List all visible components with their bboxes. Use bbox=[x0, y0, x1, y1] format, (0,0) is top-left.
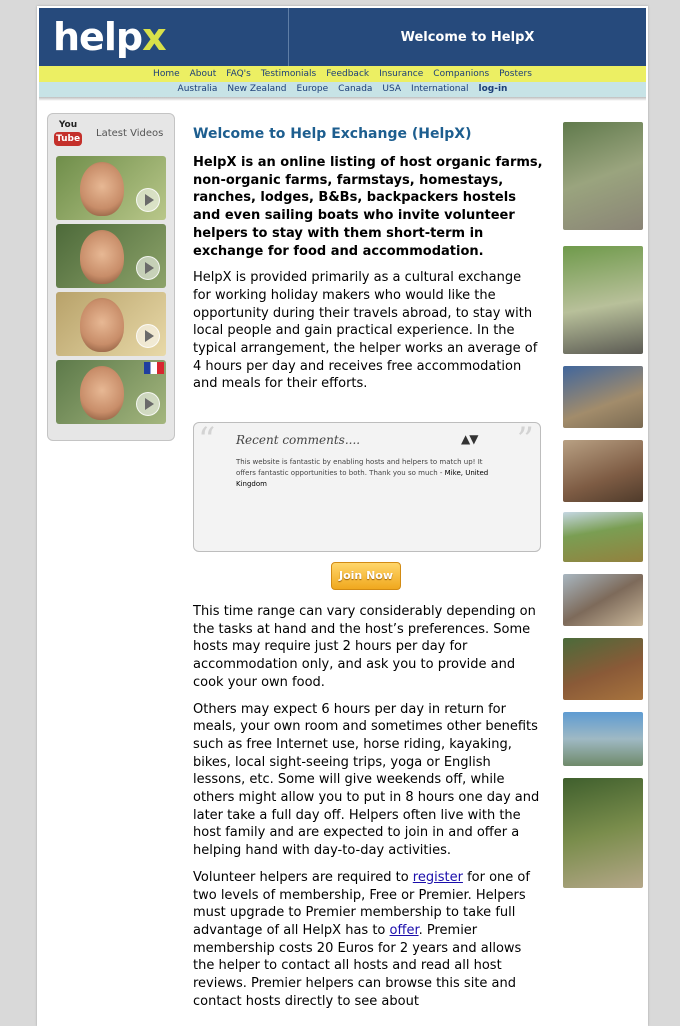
play-icon[interactable] bbox=[136, 392, 160, 416]
description-paragraph: This time range can vary considerably depending on the tasks at hand and the host’s preferences. Some hosts may require just 2 hours per day for accommodation only, and ask you to provide and cook your own food. bbox=[193, 604, 536, 690]
comment-author: Mike, United Kingdom bbox=[236, 469, 489, 488]
person-face bbox=[80, 162, 124, 216]
header-welcome-title: Welcome to HelpX bbox=[400, 30, 535, 45]
nav-insurance[interactable]: Insurance bbox=[379, 69, 424, 79]
nav-companions[interactable]: Companions bbox=[433, 69, 490, 79]
video-thumbnail[interactable] bbox=[56, 360, 166, 424]
france-flag-icon bbox=[144, 362, 164, 374]
page-title: Welcome to Help Exchange (HelpX) bbox=[193, 126, 472, 142]
photo-cows bbox=[563, 246, 643, 354]
helpx-logo[interactable]: helpx bbox=[53, 15, 166, 59]
photo-field bbox=[563, 512, 643, 562]
nav-international[interactable]: International bbox=[411, 84, 469, 94]
photo-garden bbox=[563, 778, 643, 888]
video-thumbnail[interactable] bbox=[56, 292, 166, 356]
main-content-continued bbox=[193, 603, 543, 1019]
person-face bbox=[80, 298, 124, 352]
recent-comments-title: Recent comments.... bbox=[236, 433, 361, 447]
open-quote-icon: “ bbox=[198, 420, 216, 460]
nav-posters[interactable]: Posters bbox=[499, 69, 532, 79]
offer-link[interactable]: offer bbox=[389, 922, 419, 938]
join-now-button[interactable]: Join Now bbox=[331, 562, 401, 590]
nav-login[interactable]: log-in bbox=[478, 84, 508, 94]
youtube-icon[interactable]: You Tube bbox=[55, 120, 81, 144]
nav-testimonials[interactable]: Testimonials bbox=[260, 69, 317, 79]
description-paragraph: Others may expect 6 hours per day in return for meals, your own room and sometimes other benefits such as free Internet use, horse riding, kayaking, bikes, local sight-seeing trips, yoga or English lessons, etc. Some will give weekends off, while others might allow you to put in 8 hours one day and later take a full day off. Helpers often live with the host family and are expected to join in and offer a helping hand with day-to-day activities. bbox=[193, 701, 540, 859]
page bbox=[37, 6, 648, 1026]
nav-europe[interactable]: Europe bbox=[296, 84, 329, 94]
photo-sheep bbox=[563, 122, 643, 230]
nav-usa[interactable]: USA bbox=[382, 84, 402, 94]
intro-text: HelpX is an online listing of host organic farms, non-organic farms, farmstays, homestays, ranches, lodges, B&Bs, backpackers hostels and even sailing boats who invite volunteer helpers to stay with them short-term in exchange for food and accommodation. bbox=[193, 155, 543, 259]
play-icon[interactable] bbox=[136, 256, 160, 280]
nav-canada[interactable]: Canada bbox=[338, 84, 373, 94]
photo-horses bbox=[563, 638, 643, 700]
main-content bbox=[193, 126, 543, 393]
nav-new-zealand[interactable]: New Zealand bbox=[227, 84, 287, 94]
play-icon[interactable] bbox=[136, 324, 160, 348]
nav-home[interactable]: Home bbox=[153, 69, 180, 79]
latest-videos-title: Latest Videos bbox=[96, 128, 164, 139]
photo-kitchen bbox=[563, 574, 643, 626]
photo-lodge bbox=[563, 366, 643, 428]
description-paragraph: HelpX is provided primarily as a cultural exchange for working holiday makers who would like the opportunity during their travels abroad, to stay with local people and gain practical experience. In the typical arrangement, the helper works an average of 4 hours per day and receives free accommodation and meals for their efforts. bbox=[193, 270, 538, 392]
video-thumbnail[interactable] bbox=[56, 224, 166, 288]
person-face bbox=[80, 366, 124, 420]
photo-family bbox=[563, 440, 643, 502]
membership-paragraph: Volunteer helpers are required to register for one of two levels of membership, Free or Premier. Helpers must upgrade to Premier membership to take full advantage of all HelpX has to offer. Premier membership costs 20 Euros for 2 years and allows the helper to contact all hosts and read all host reviews. Premier helpers can browse this site and contact hosts directly to see about bbox=[193, 869, 530, 1009]
video-thumbnail[interactable] bbox=[56, 156, 166, 220]
person-face bbox=[80, 230, 124, 284]
latest-videos-panel bbox=[47, 113, 175, 441]
region-nav bbox=[39, 82, 646, 97]
recent-comments-box bbox=[193, 422, 541, 552]
nav-about[interactable]: About bbox=[189, 69, 217, 79]
nav-shadow bbox=[39, 97, 646, 101]
register-link[interactable]: register bbox=[412, 869, 463, 885]
site-header bbox=[39, 8, 646, 66]
nav-faqs[interactable]: FAQ's bbox=[226, 69, 251, 79]
photo-sailboat bbox=[563, 712, 643, 766]
close-quote-icon: ” bbox=[516, 420, 534, 460]
nav-feedback[interactable]: Feedback bbox=[326, 69, 370, 79]
comment-text: This website is fantastic by enabling hosts and helpers to match up! It offers fantastic opportunities to both. Thank you so much - Mike, United Kingdom bbox=[236, 458, 489, 488]
play-icon[interactable] bbox=[136, 188, 160, 212]
nav-australia[interactable]: Australia bbox=[177, 84, 218, 94]
comment-scroll-arrows-icon[interactable]: ▲▼ bbox=[461, 432, 478, 446]
primary-nav bbox=[39, 66, 646, 82]
